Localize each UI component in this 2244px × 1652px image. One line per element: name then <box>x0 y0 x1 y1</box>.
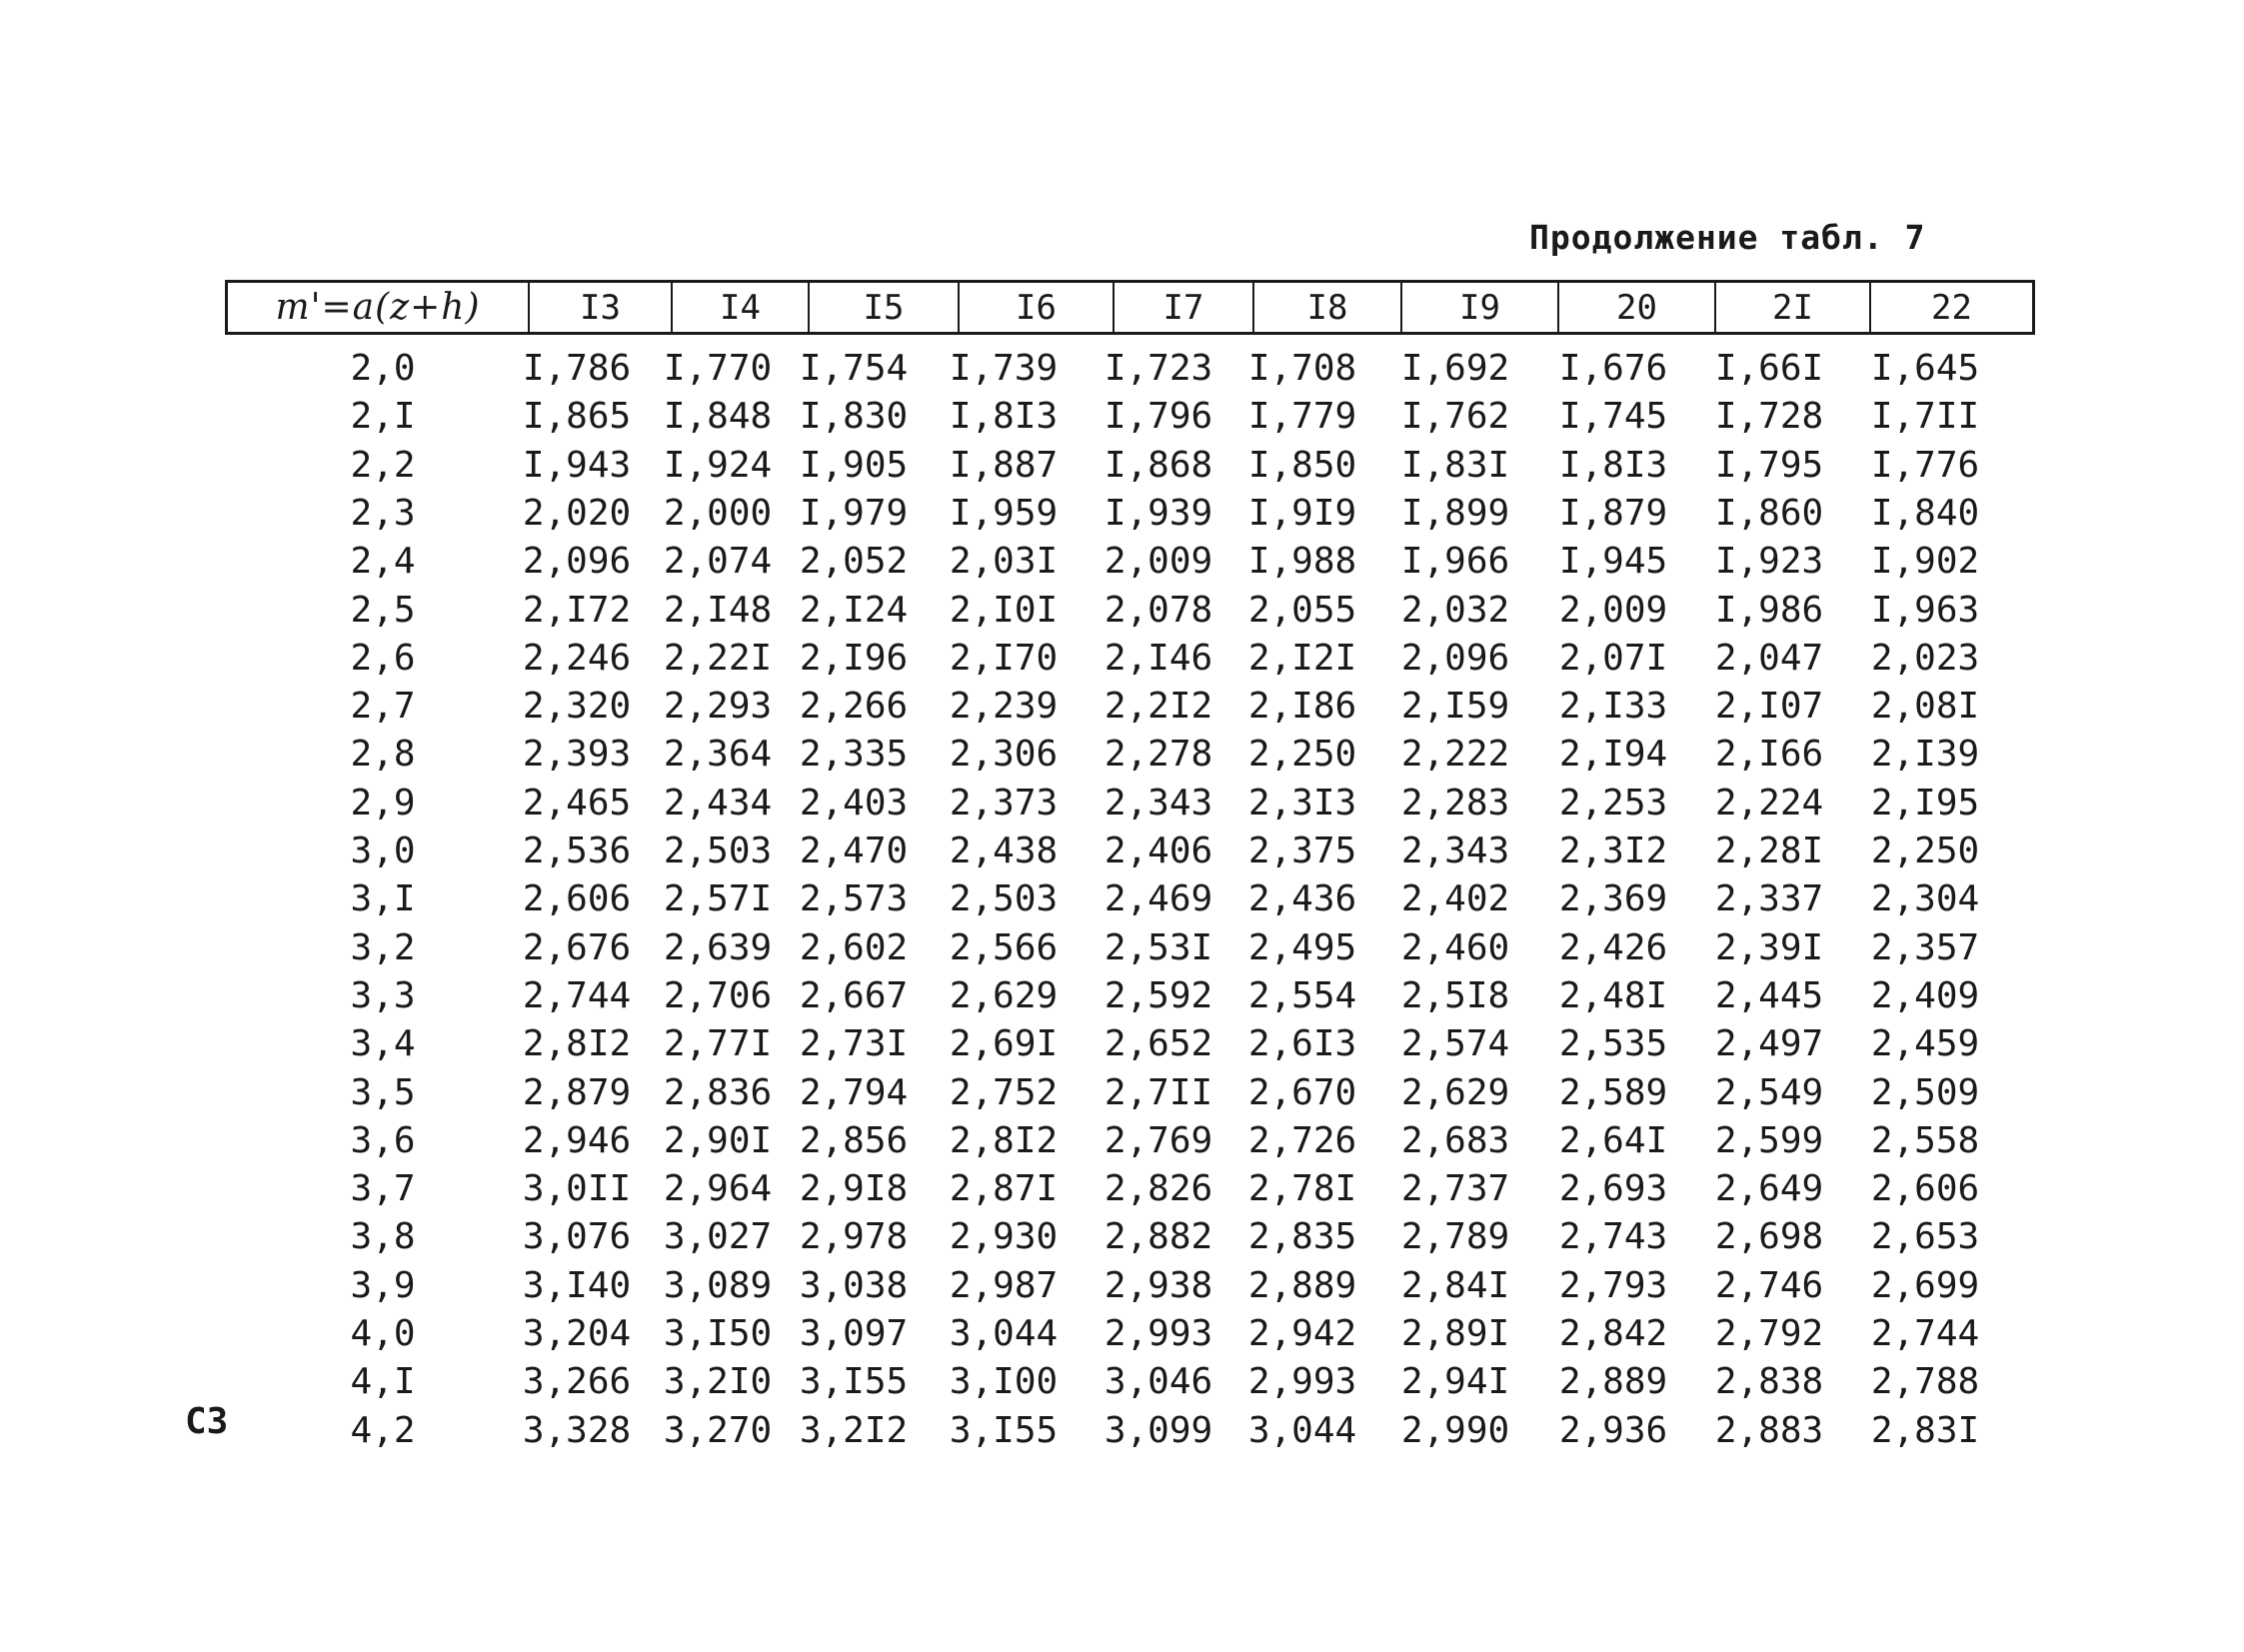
row-label: 2,6 <box>350 637 416 679</box>
table-cell: 2,I24 <box>799 589 909 631</box>
table-cell: 2,676 <box>522 926 632 968</box>
table-cell: 2,7II <box>1104 1071 1213 1113</box>
table-cell: 2,283 <box>1400 782 1510 824</box>
table-cell: I,796 <box>1104 396 1213 438</box>
table-header <box>225 280 2035 335</box>
table-cell: I,905 <box>799 444 909 486</box>
table-cell: 2,566 <box>949 926 1059 968</box>
table-cell: 3,266 <box>522 1361 632 1403</box>
table-cell: I,966 <box>1400 541 1510 583</box>
table-cell: 2,266 <box>799 686 909 728</box>
column-header: I4 <box>671 283 808 332</box>
row-label: 2,5 <box>350 589 416 631</box>
table-cell: 2,990 <box>1400 1409 1510 1451</box>
table-cell: I,924 <box>663 444 773 486</box>
table-cell: 3,2I0 <box>663 1361 773 1403</box>
table-cell: 2,793 <box>1558 1264 1668 1306</box>
table-cell: 2,743 <box>1558 1216 1668 1258</box>
table-cell: 2,I96 <box>799 637 909 679</box>
table-cell: 2,I59 <box>1400 686 1510 728</box>
table-cell: 2,9I8 <box>799 1168 909 1210</box>
table-cell: 2,434 <box>663 782 773 824</box>
table-cell: I,762 <box>1400 396 1510 438</box>
table-cell: 3,097 <box>799 1313 909 1354</box>
table-cell: I,850 <box>1247 444 1357 486</box>
table-cell: 2,I33 <box>1558 686 1668 728</box>
row-label: 3,8 <box>350 1216 416 1258</box>
table-cell: 2,698 <box>1714 1216 1824 1258</box>
table-cell: 3,I40 <box>522 1264 632 1306</box>
table-cell: 2,278 <box>1104 734 1213 776</box>
table-cell: I,848 <box>663 396 773 438</box>
table-cell: 2,89I <box>1400 1313 1510 1354</box>
table-cell: 2,737 <box>1400 1168 1510 1210</box>
table-cell: I,887 <box>949 444 1059 486</box>
table-cell: 2,639 <box>663 926 773 968</box>
table-cell: 2,393 <box>522 734 632 776</box>
table-cell: 2,835 <box>1247 1216 1357 1258</box>
table-cell: I,770 <box>663 348 773 389</box>
row-label: 3,5 <box>350 1071 416 1113</box>
table-cell: 2,69I <box>949 1023 1059 1065</box>
table-cell: 2,I94 <box>1558 734 1668 776</box>
table-cell: 2,074 <box>663 541 773 583</box>
row-label: 2,4 <box>350 541 416 583</box>
table-cell: 2,375 <box>1247 830 1357 871</box>
page-mark: C3 <box>185 1401 229 1442</box>
table-cell: 2,495 <box>1247 926 1357 968</box>
table-cell: 2,I46 <box>1104 637 1213 679</box>
table-cell: 2,052 <box>799 541 909 583</box>
table-cell: 2,I95 <box>1870 782 1980 824</box>
table-cell: 2,649 <box>1714 1168 1824 1210</box>
table-cell: 3,I00 <box>949 1361 1059 1403</box>
table-cell: 3,089 <box>663 1264 773 1306</box>
table-cell: I,868 <box>1104 444 1213 486</box>
table-cell: 2,964 <box>663 1168 773 1210</box>
column-header: I5 <box>808 283 958 332</box>
table-cell: 2,936 <box>1558 1409 1668 1451</box>
table-cell: 2,549 <box>1714 1071 1824 1113</box>
row-label: 3,9 <box>350 1264 416 1306</box>
table-cell: 2,942 <box>1247 1313 1357 1354</box>
row-label: 2,3 <box>350 492 416 534</box>
table-cell: 2,90I <box>663 1119 773 1161</box>
row-label: 4,I <box>350 1361 416 1403</box>
table-cell: 2,2I2 <box>1104 686 1213 728</box>
table-cell: I,692 <box>1400 348 1510 389</box>
table-cell: I,728 <box>1714 396 1824 438</box>
table-cell: 2,22I <box>663 637 773 679</box>
table-cell: I,988 <box>1247 541 1357 583</box>
table-cell: 2,826 <box>1104 1168 1213 1210</box>
table-cell: I,754 <box>799 348 909 389</box>
column-header: I3 <box>528 283 671 332</box>
row-label: 3,3 <box>350 974 416 1016</box>
table-cell: 2,48I <box>1558 974 1668 1016</box>
table-cell: 2,993 <box>1104 1313 1213 1354</box>
table-cell: 2,589 <box>1558 1071 1668 1113</box>
table-caption: Продолжение табл. 7 <box>1529 218 1926 257</box>
table-cell: 3,038 <box>799 1264 909 1306</box>
table-cell: 2,53I <box>1104 926 1213 968</box>
table-cell: 3,2I2 <box>799 1409 909 1451</box>
table-cell: 2,I2I <box>1247 637 1357 679</box>
table-cell: 2,746 <box>1714 1264 1824 1306</box>
table-cell: I,8I3 <box>1558 444 1668 486</box>
table-cell: 2,406 <box>1104 830 1213 871</box>
table-cell: 2,I0I <box>949 589 1059 631</box>
table-cell: 2,726 <box>1247 1119 1357 1161</box>
table-cell: 2,8I2 <box>949 1119 1059 1161</box>
table-cell: 2,469 <box>1104 878 1213 920</box>
table-cell: I,840 <box>1870 492 1980 534</box>
table-cell: 3,076 <box>522 1216 632 1258</box>
table-cell: 2,3I2 <box>1558 830 1668 871</box>
table-cell: 2,078 <box>1104 589 1213 631</box>
table-cell: 2,250 <box>1870 830 1980 871</box>
table-cell: 2,792 <box>1714 1313 1824 1354</box>
table-cell: 2,250 <box>1247 734 1357 776</box>
table-cell: 2,343 <box>1400 830 1510 871</box>
table-cell: 2,I70 <box>949 637 1059 679</box>
table-cell: 2,403 <box>799 782 909 824</box>
table-cell: 2,752 <box>949 1071 1059 1113</box>
table-cell: 2,794 <box>799 1071 909 1113</box>
table-cell: 2,465 <box>522 782 632 824</box>
table-cell: 2,8I2 <box>522 1023 632 1065</box>
table-cell: 2,57I <box>663 878 773 920</box>
table-cell: 2,08I <box>1870 686 1980 728</box>
table-cell: 2,882 <box>1104 1216 1213 1258</box>
table-cell: 2,239 <box>949 686 1059 728</box>
table-cell: 2,94I <box>1400 1361 1510 1403</box>
table-cell: 2,I39 <box>1870 734 1980 776</box>
table-cell: 2,07I <box>1558 637 1668 679</box>
table-cell: 3,044 <box>1247 1409 1357 1451</box>
table-cell: 2,653 <box>1870 1216 1980 1258</box>
table-cell: 2,706 <box>663 974 773 1016</box>
table-cell: I,9I9 <box>1247 492 1357 534</box>
table-cell: 2,77I <box>663 1023 773 1065</box>
table-cell: I,83I <box>1400 444 1510 486</box>
row-label: 3,I <box>350 878 416 920</box>
table-cell: 2,889 <box>1558 1361 1668 1403</box>
table-cell: 2,3I3 <box>1247 782 1357 824</box>
table-cell: 2,I86 <box>1247 686 1357 728</box>
table-cell: 3,204 <box>522 1313 632 1354</box>
table-cell: 2,497 <box>1714 1023 1824 1065</box>
table-cell: I,745 <box>1558 396 1668 438</box>
table-cell: 3,328 <box>522 1409 632 1451</box>
table-cell: 2,629 <box>949 974 1059 1016</box>
table-cell: 2,769 <box>1104 1119 1213 1161</box>
table-cell: 2,554 <box>1247 974 1357 1016</box>
row-label: 3,0 <box>350 830 416 871</box>
table-cell: 2,335 <box>799 734 909 776</box>
table-cell: I,865 <box>522 396 632 438</box>
table-cell: 2,055 <box>1247 589 1357 631</box>
header-label: m'=a(z+h) <box>275 287 481 328</box>
table-cell: 2,009 <box>1558 589 1668 631</box>
table-cell: 2,304 <box>1870 878 1980 920</box>
table-cell: I,943 <box>522 444 632 486</box>
table-cell: 2,883 <box>1714 1409 1824 1451</box>
table-cell: 2,535 <box>1558 1023 1668 1065</box>
table-cell: 2,03I <box>949 541 1059 583</box>
table-cell: 2,744 <box>1870 1313 1980 1354</box>
table-cell: 2,246 <box>522 637 632 679</box>
table-cell: 3,099 <box>1104 1409 1213 1451</box>
table-cell: I,939 <box>1104 492 1213 534</box>
table-cell: 2,83I <box>1870 1409 1980 1451</box>
table-cell: 2,409 <box>1870 974 1980 1016</box>
table-cell: 2,I72 <box>522 589 632 631</box>
table-cell: 2,096 <box>1400 637 1510 679</box>
table-cell: 2,402 <box>1400 878 1510 920</box>
table-cell: 2,73I <box>799 1023 909 1065</box>
table-cell: 2,000 <box>663 492 773 534</box>
table-cell: 2,I07 <box>1714 686 1824 728</box>
table-cell: 2,459 <box>1870 1023 1980 1065</box>
table-cell: I,902 <box>1870 541 1980 583</box>
table-cell: 2,574 <box>1400 1023 1510 1065</box>
column-header: I8 <box>1252 283 1400 332</box>
table-cell: 2,889 <box>1247 1264 1357 1306</box>
table-cell: 2,789 <box>1400 1216 1510 1258</box>
table-cell: I,786 <box>522 348 632 389</box>
table-cell: I,676 <box>1558 348 1668 389</box>
table-cell: I,66I <box>1714 348 1824 389</box>
table-cell: I,899 <box>1400 492 1510 534</box>
table-cell: 2,683 <box>1400 1119 1510 1161</box>
table-cell: I,963 <box>1870 589 1980 631</box>
row-label: 2,I <box>350 396 416 438</box>
table-cell: 3,I55 <box>799 1361 909 1403</box>
table-cell: 2,978 <box>799 1216 909 1258</box>
table-cell: 2,032 <box>1400 589 1510 631</box>
table-cell: 2,836 <box>663 1071 773 1113</box>
table-cell: 2,224 <box>1714 782 1824 824</box>
table-cell: I,708 <box>1247 348 1357 389</box>
table-cell: 2,667 <box>799 974 909 1016</box>
table-cell: 2,993 <box>1247 1361 1357 1403</box>
table-cell: I,923 <box>1714 541 1824 583</box>
table-cell: 2,009 <box>1104 541 1213 583</box>
table-cell: 2,558 <box>1870 1119 1980 1161</box>
table-cell: I,723 <box>1104 348 1213 389</box>
table-cell: 2,357 <box>1870 926 1980 968</box>
table-cell: 2,842 <box>1558 1313 1668 1354</box>
table-cell: 3,I55 <box>949 1409 1059 1451</box>
row-label: 2,0 <box>350 348 416 389</box>
table-cell: I,795 <box>1714 444 1824 486</box>
row-label: 2,2 <box>350 444 416 486</box>
column-header: 20 <box>1557 283 1714 332</box>
table-cell: 2,629 <box>1400 1071 1510 1113</box>
table-cell: 3,I50 <box>663 1313 773 1354</box>
table-cell: 2,599 <box>1714 1119 1824 1161</box>
table-cell: I,986 <box>1714 589 1824 631</box>
row-label: 2,9 <box>350 782 416 824</box>
table-cell: 3,044 <box>949 1313 1059 1354</box>
table-cell: 2,838 <box>1714 1361 1824 1403</box>
table-cell: 2,470 <box>799 830 909 871</box>
table-cell: I,645 <box>1870 348 1980 389</box>
table-cell: 2,023 <box>1870 637 1980 679</box>
table-cell: 2,39I <box>1714 926 1824 968</box>
table-cell: 3,027 <box>663 1216 773 1258</box>
table-cell: 2,606 <box>522 878 632 920</box>
table-cell: 2,693 <box>1558 1168 1668 1210</box>
table-cell: 2,I48 <box>663 589 773 631</box>
table-cell: 2,28I <box>1714 830 1824 871</box>
row-label: 3,7 <box>350 1168 416 1210</box>
table-cell: 2,602 <box>799 926 909 968</box>
table-cell: I,959 <box>949 492 1059 534</box>
table-cell: I,945 <box>1558 541 1668 583</box>
table-cell: 2,788 <box>1870 1361 1980 1403</box>
table-cell: I,7II <box>1870 396 1980 438</box>
table-cell: 2,503 <box>949 878 1059 920</box>
table-cell: 3,0II <box>522 1168 632 1210</box>
table-cell: 2,573 <box>799 878 909 920</box>
table-cell: 2,5I8 <box>1400 974 1510 1016</box>
column-header: 2I <box>1714 283 1869 332</box>
table-cell: 3,270 <box>663 1409 773 1451</box>
column-header: I6 <box>958 283 1113 332</box>
table-cell: 2,337 <box>1714 878 1824 920</box>
table-cell: 2,78I <box>1247 1168 1357 1210</box>
table-cell: 2,64I <box>1558 1119 1668 1161</box>
table-cell: 2,460 <box>1400 926 1510 968</box>
table-cell: 2,509 <box>1870 1071 1980 1113</box>
table-cell: I,830 <box>799 396 909 438</box>
table-cell: 2,87I <box>949 1168 1059 1210</box>
table-cell: I,860 <box>1714 492 1824 534</box>
table-cell: 2,856 <box>799 1119 909 1161</box>
table-cell: I,879 <box>1558 492 1668 534</box>
table-cell: 2,369 <box>1558 878 1668 920</box>
row-label: 3,2 <box>350 926 416 968</box>
table-cell: 2,020 <box>522 492 632 534</box>
table-cell: 2,343 <box>1104 782 1213 824</box>
row-label: 2,7 <box>350 686 416 728</box>
table-cell: 2,84I <box>1400 1264 1510 1306</box>
table-cell: 2,436 <box>1247 878 1357 920</box>
table-cell: 2,536 <box>522 830 632 871</box>
table-cell: 2,I66 <box>1714 734 1824 776</box>
table-cell: 2,6I3 <box>1247 1023 1357 1065</box>
table-cell: 2,592 <box>1104 974 1213 1016</box>
table-cell: 2,879 <box>522 1071 632 1113</box>
column-header: 22 <box>1869 283 2032 332</box>
table-cell: 2,503 <box>663 830 773 871</box>
table-cell: 2,938 <box>1104 1264 1213 1306</box>
table-cell: 2,364 <box>663 734 773 776</box>
table-cell: 2,987 <box>949 1264 1059 1306</box>
table-cell: 2,047 <box>1714 637 1824 679</box>
table-cell: 2,373 <box>949 782 1059 824</box>
table-cell: 2,253 <box>1558 782 1668 824</box>
row-label: 4,2 <box>350 1409 416 1451</box>
table-cell: 2,426 <box>1558 926 1668 968</box>
table-cell: 3,046 <box>1104 1361 1213 1403</box>
table-cell: 2,606 <box>1870 1168 1980 1210</box>
table-cell: 2,445 <box>1714 974 1824 1016</box>
table-cell: I,979 <box>799 492 909 534</box>
row-label: 4,0 <box>350 1313 416 1354</box>
table-cell: 2,320 <box>522 686 632 728</box>
table-cell: 2,096 <box>522 541 632 583</box>
row-label: 3,4 <box>350 1023 416 1065</box>
table-cell: I,8I3 <box>949 396 1059 438</box>
table-cell: 2,699 <box>1870 1264 1980 1306</box>
table-cell: I,776 <box>1870 444 1980 486</box>
column-header: I9 <box>1400 283 1557 332</box>
row-label: 3,6 <box>350 1119 416 1161</box>
table-cell: I,739 <box>949 348 1059 389</box>
column-header: I7 <box>1113 283 1252 332</box>
row-label: 2,8 <box>350 734 416 776</box>
table-cell: 2,222 <box>1400 734 1510 776</box>
table-cell: 2,293 <box>663 686 773 728</box>
table-cell: I,779 <box>1247 396 1357 438</box>
table-cell: 2,946 <box>522 1119 632 1161</box>
table-cell: 2,930 <box>949 1216 1059 1258</box>
table-cell: 2,744 <box>522 974 632 1016</box>
table-cell: 2,306 <box>949 734 1059 776</box>
table-cell: 2,438 <box>949 830 1059 871</box>
table-cell: 2,670 <box>1247 1071 1357 1113</box>
table-cell: 2,652 <box>1104 1023 1213 1065</box>
